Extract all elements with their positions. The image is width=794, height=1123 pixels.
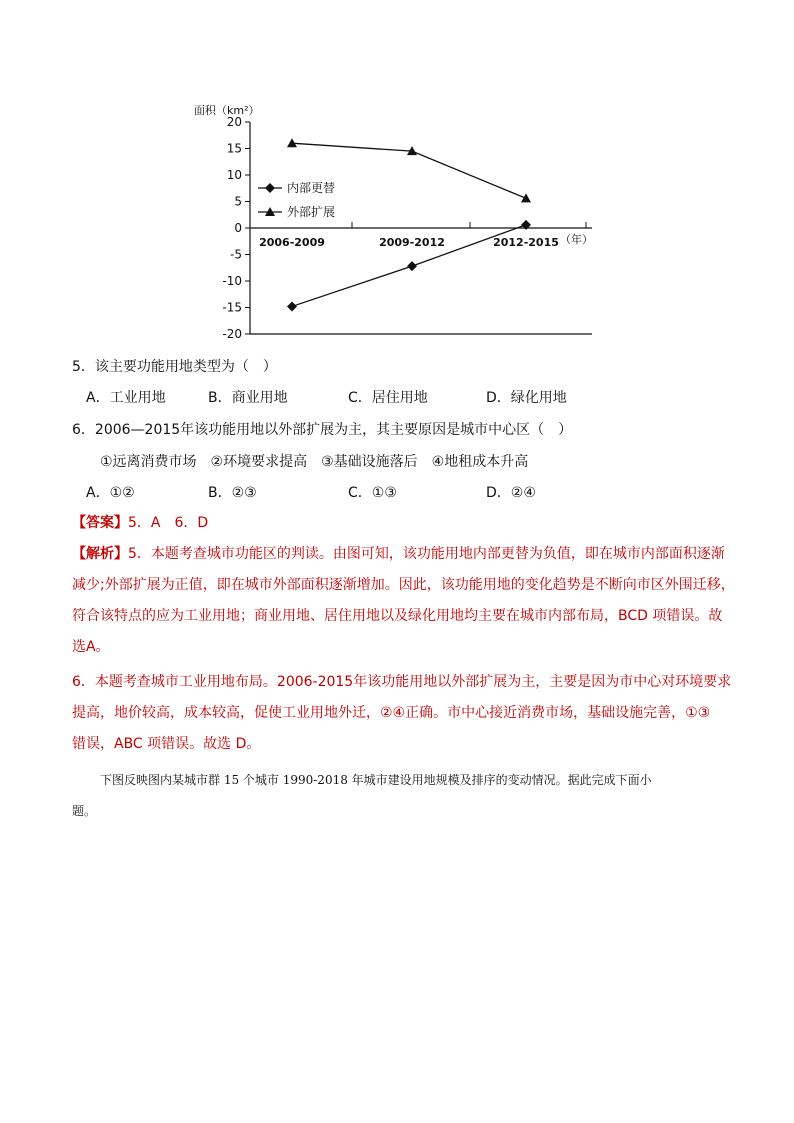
y-tick-label: -20 [222, 327, 242, 341]
next-question-intro-line-2: 题。 [72, 804, 97, 818]
y-tick-label: -15 [222, 300, 242, 315]
y-tick-label: 10 [226, 168, 242, 182]
y-tick-label: 5 [234, 194, 242, 209]
question-5-option-d: D．绿化用地 [486, 390, 567, 406]
data-point-triangle [287, 138, 297, 147]
x-tick-label: 2006-2009 [259, 236, 325, 249]
legend-label: 内部更替 [287, 181, 336, 195]
legend-label: 外部扩展 [287, 205, 336, 219]
y-tick-label: 20 [226, 115, 242, 129]
analysis-line: 提高，地价较高，成本较高，促使工业用地外迁，②④正确。市中心接近消费市场，基础设施完善，①③ [72, 705, 711, 721]
question-6-option-a: A．①② [86, 485, 135, 501]
x-axis-unit-label: （年） [560, 233, 593, 246]
answer-label: 【答案】 [72, 515, 128, 531]
analysis-line: 符合该特点的应为工业用地；商业用地、居住用地以及绿化用地均主要在城市内部布局，BCD 项错误。故 [72, 608, 723, 624]
x-tick-label: 2009-2012 [379, 236, 445, 249]
data-point-triangle [521, 193, 531, 202]
analysis-line: 选A。 [72, 639, 110, 655]
analysis-line: 错误，ABC 项错误。故选 D。 [72, 736, 261, 752]
y-axis-label: 面积（km²） [194, 104, 260, 117]
x-tick-label: 2012-2015 [493, 236, 559, 249]
answer-line [72, 508, 208, 539]
legend-marker-diamond [265, 183, 275, 193]
data-point-diamond [287, 301, 297, 311]
analysis-q5 [72, 539, 735, 663]
question-6-option-d: D．②④ [486, 485, 536, 501]
y-tick-label: 0 [234, 221, 242, 235]
analysis-q6 [72, 667, 732, 760]
y-tick-label: 15 [226, 141, 242, 156]
data-point-diamond [407, 261, 417, 271]
analysis-label: 【解析】 [72, 546, 128, 562]
question-6-option-b: B．②③ [208, 485, 257, 501]
area-change-line-chart [190, 98, 600, 348]
y-tick-label: -5 [230, 247, 242, 262]
analysis-line: 6．本题考查城市工业用地布局。2006-2015年该功能用地以外部扩展为主，主要是因为市中心对环境要求 [72, 674, 732, 690]
question-6-stem: 6．2006—2015年该功能用地以外部扩展为主，其主要原因是城市中心区（ ） [72, 422, 573, 438]
analysis-line: 【解析】5．本题考查城市功能区的判读。由图可知，该功能用地内部更替为负值，即在城市内部面积逐渐 [72, 546, 725, 562]
question-6-option-c: C．①③ [348, 485, 397, 501]
next-question-intro-line-1: 下图反映图内某城市群 15 个城市 1990-2018 年城市建设用地规模及排序的变动情况。据此完成下面小 [100, 773, 652, 787]
question-6-items: ①远离消费市场 ②环境要求提高 ③基础设施落后 ④地租成本升高 [100, 454, 529, 470]
y-tick-label: -10 [222, 274, 242, 288]
question-5-stem: 5．该主要功能用地类型为（ ） [72, 359, 277, 375]
analysis-line: 减少;外部扩展为正值，即在城市外部面积逐渐增加。因此，该功能用地的变化趋势是不断向市区外围迁移， [72, 577, 735, 593]
answer-text: 5．A 6．D [128, 515, 209, 531]
question-5-option-c: C．居住用地 [348, 390, 428, 406]
question-5-option-a: A．工业用地 [86, 390, 166, 406]
question-5-option-b: B．商业用地 [208, 390, 288, 406]
